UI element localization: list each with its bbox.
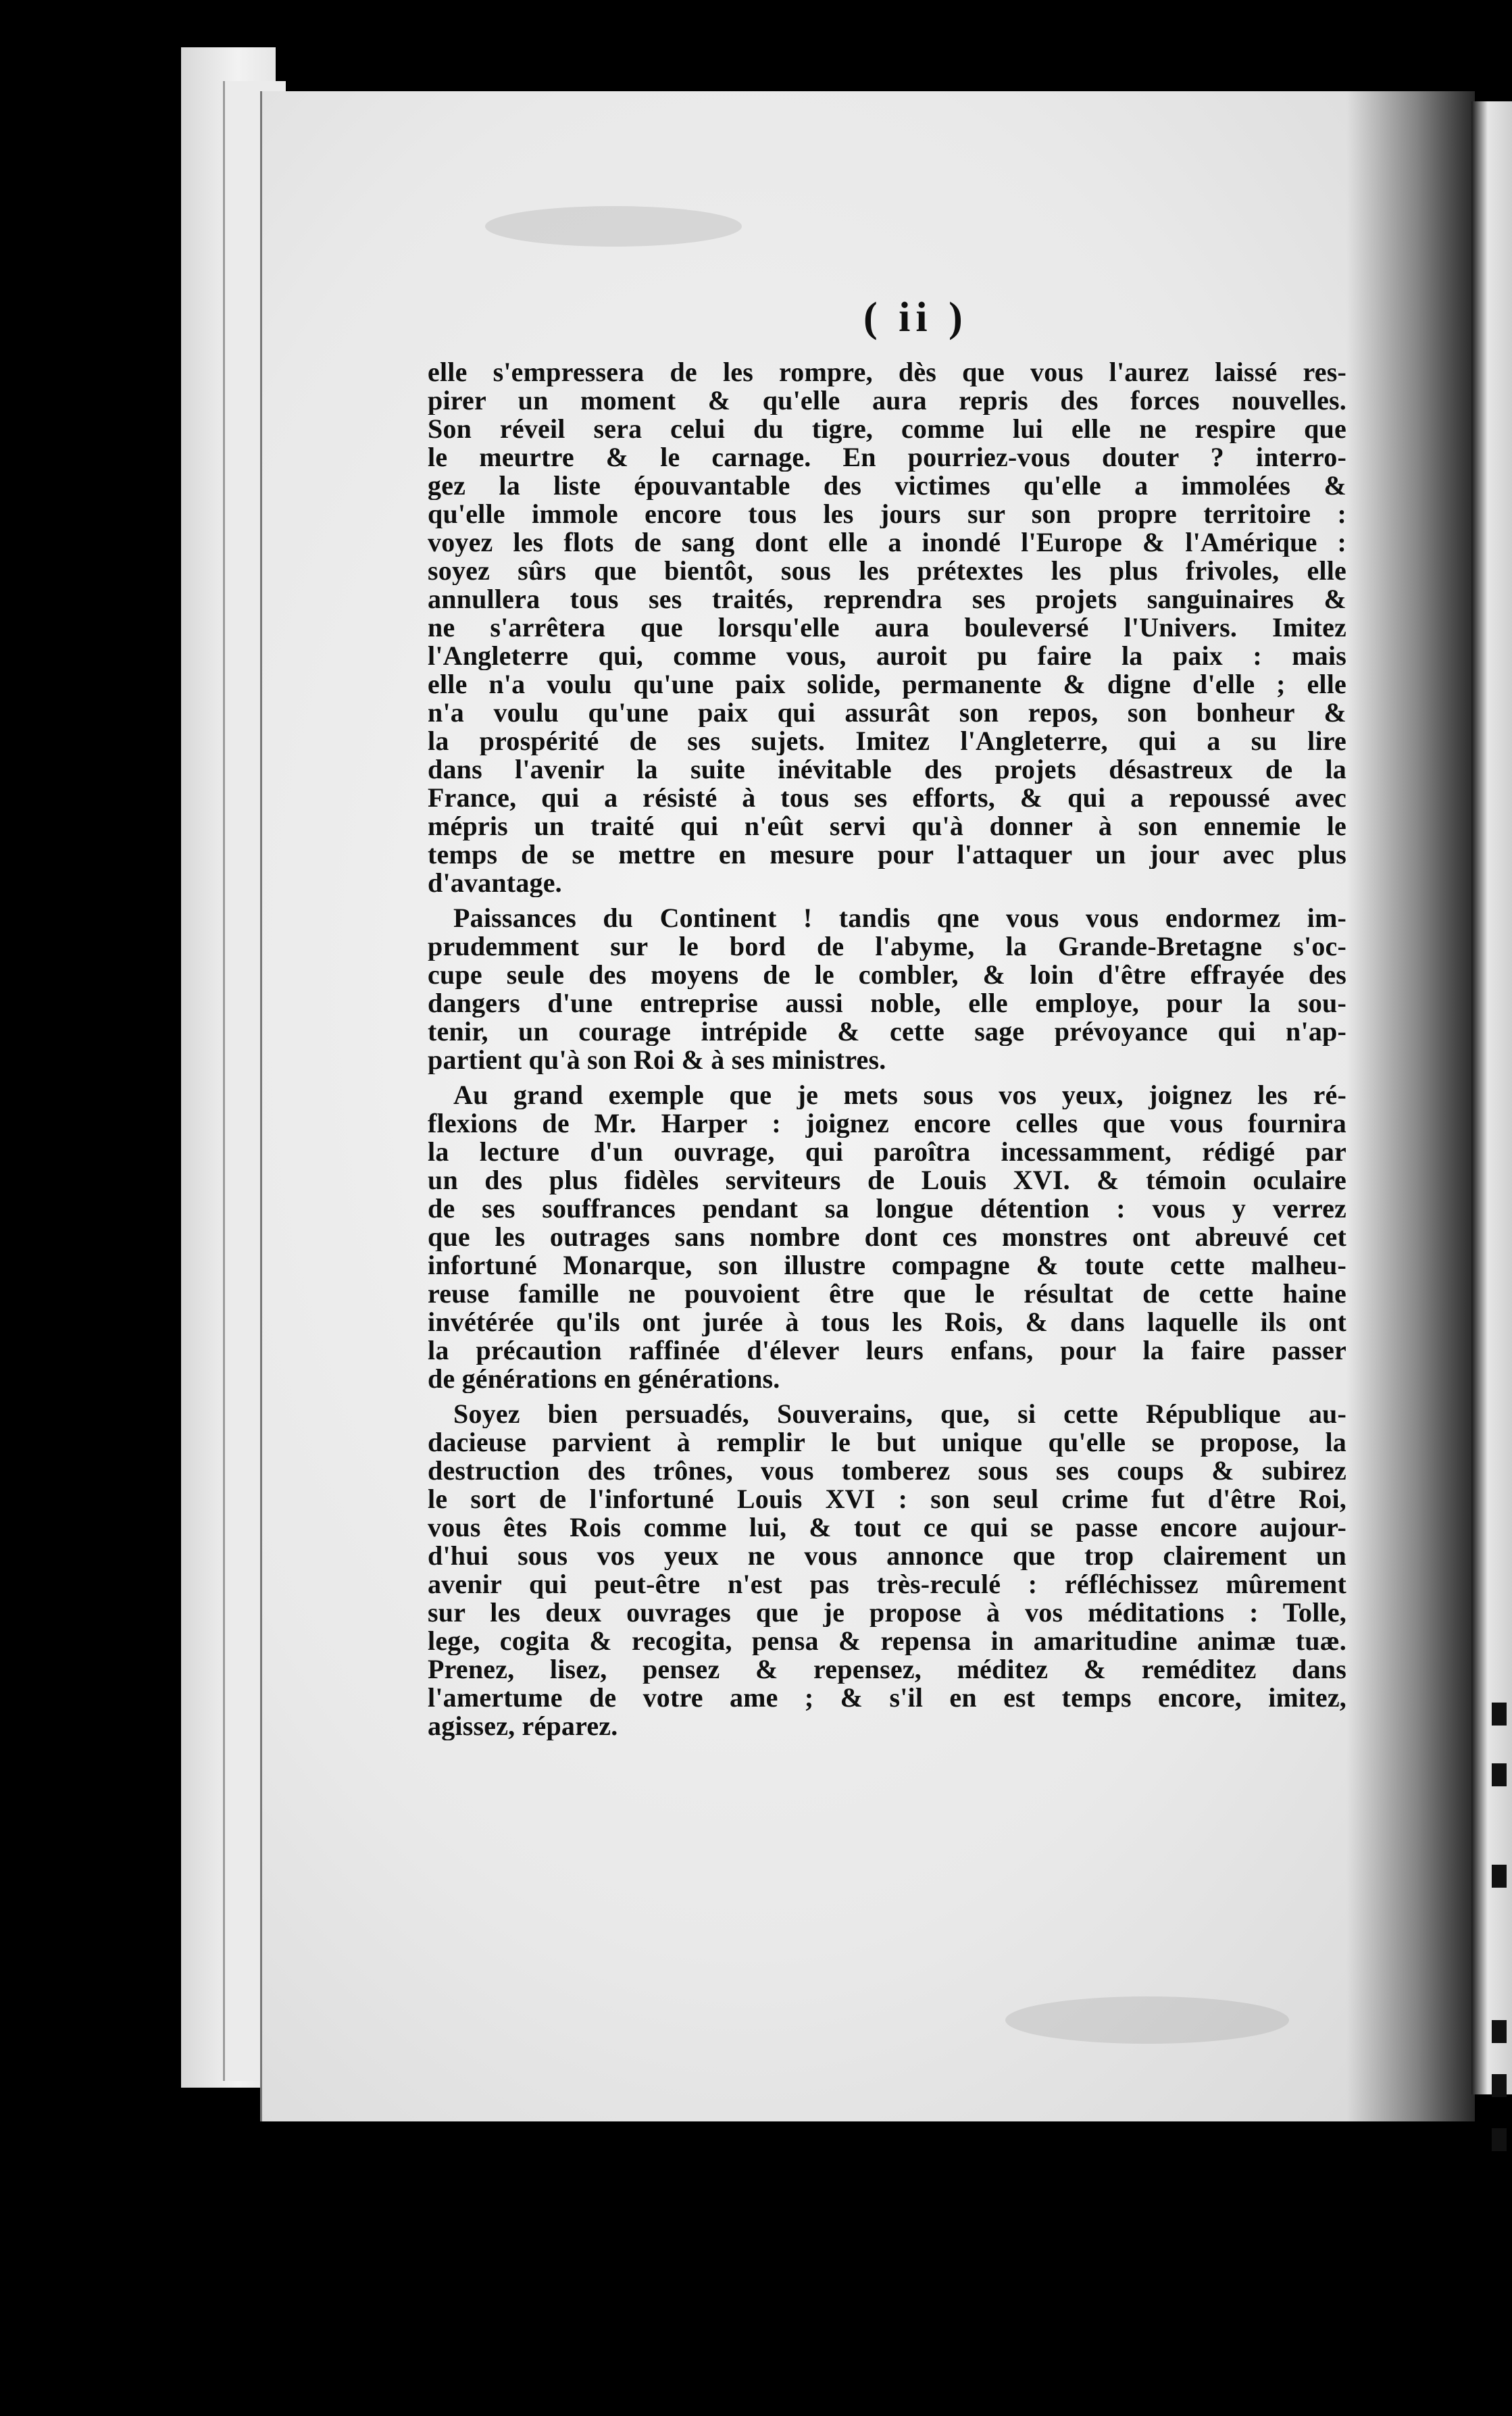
text-line: n'a voulu qu'une paix qui assurât son repos, son bonheur & xyxy=(428,699,1346,727)
text-line: mépris un traité qui n'eût servi qu'à donner à son ennemie le xyxy=(428,812,1346,840)
paragraph xyxy=(428,1081,1346,1393)
text-line: un des plus fidèles serviteurs de Louis XVI. & témoin oculaire xyxy=(428,1166,1346,1194)
paragraph xyxy=(428,1400,1346,1740)
text-line: prudemment sur le bord de l'abyme, la Grande-Bretagne s'oc- xyxy=(428,932,1346,961)
body-text xyxy=(428,358,1346,1740)
text-line: elle n'a voulu qu'une paix solide, permanente & digne d'elle ; elle xyxy=(428,670,1346,699)
paragraph-gap xyxy=(428,897,1346,904)
text-line: le meurtre & le carnage. En pourriez-vous douter ? interro- xyxy=(428,443,1346,472)
text-line: Prenez, lisez, pensez & repensez, méditez & reméditez dans xyxy=(428,1655,1346,1684)
text-line: de ses souffrances pendant sa longue détention : vous y verrez xyxy=(428,1194,1346,1223)
facing-page-mark xyxy=(1492,2074,1507,2097)
text-line: invétérée qu'ils ont jurée à tous les Rois, & dans laquelle ils ont xyxy=(428,1308,1346,1336)
document-page xyxy=(260,91,1475,2121)
text-line: temps de se mettre en mesure pour l'attaquer un jour avec plus xyxy=(428,840,1346,869)
page-gutter-shadow xyxy=(1346,91,1475,2121)
text-line: que les outrages sans nombre dont ces monstres ont abreuvé cet xyxy=(428,1223,1346,1251)
text-line: annullera tous ses traités, reprendra ses projets sanguinaires & xyxy=(428,585,1346,613)
text-line: destruction des trônes, vous tomberez sous ses coups & subirez xyxy=(428,1457,1346,1485)
text-line: d'avantage. xyxy=(428,869,562,897)
text-line: reuse famille ne pouvoient être que le résultat de cette haine xyxy=(428,1280,1346,1308)
text-line: le sort de l'infortuné Louis XVI : son seul crime fut d'être Roi, xyxy=(428,1485,1346,1513)
text-line: pirer un moment & qu'elle aura repris des forces nouvelles. xyxy=(428,386,1346,415)
paragraph-gap xyxy=(428,1393,1346,1400)
text-line: dans l'avenir la suite inévitable des projets désastreux de la xyxy=(428,755,1346,784)
text-line: Soyez bien persuadés, Souverains, que, si cette République au- xyxy=(453,1400,1346,1428)
text-line: la lecture d'un ouvrage, qui paroîtra incessamment, rédigé par xyxy=(428,1138,1346,1166)
text-line: gez la liste épouvantable des victimes qu'elle a immolées & xyxy=(428,472,1346,500)
text-line: elle s'empressera de les rompre, dès que vous l'aurez laissé res- xyxy=(428,358,1346,386)
text-line: voyez les flots de sang dont elle a inondé l'Europe & l'Amérique : xyxy=(428,528,1346,557)
text-line: tenir, un courage intrépide & cette sage prévoyance qui n'ap- xyxy=(428,1017,1346,1046)
text-line: lege, cogita & recogita, pensa & repensa in amaritudine animæ tuæ. xyxy=(428,1627,1346,1655)
paper-smudge xyxy=(1005,1996,1289,2044)
facing-page-mark xyxy=(1492,1865,1507,1888)
paragraph xyxy=(428,904,1346,1074)
text-line: d'hui sous vos yeux ne vous annonce que trop clairement un xyxy=(428,1542,1346,1570)
facing-page-mark xyxy=(1492,2128,1507,2151)
text-line: dacieuse parvient à remplir le but unique qu'elle se propose, la xyxy=(428,1428,1346,1457)
facing-page-mark xyxy=(1492,1763,1507,1786)
paragraph xyxy=(428,358,1346,897)
text-line: France, qui a résisté à tous ses efforts, & qui a repoussé avec xyxy=(428,784,1346,812)
text-line: de générations en générations. xyxy=(428,1365,780,1393)
page-number: ( ii ) xyxy=(863,295,968,341)
text-line: l'Angleterre qui, comme vous, auroit pu faire la paix : mais xyxy=(428,642,1346,670)
facing-page-edge xyxy=(1471,101,1512,2094)
text-line: partient qu'à son Roi & à ses ministres. xyxy=(428,1046,886,1074)
text-line: Paissances du Continent ! tandis qne vous vous endormez im- xyxy=(453,904,1346,932)
text-line: ne s'arrêtera que lorsqu'elle aura bouleversé l'Univers. Imitez xyxy=(428,613,1346,642)
text-line: qu'elle immole encore tous les jours sur son propre territoire : xyxy=(428,500,1346,528)
text-line: Au grand exemple que je mets sous vos yeux, joignez les ré- xyxy=(453,1081,1346,1109)
text-line: la prospérité de ses sujets. Imitez l'Angleterre, qui a su lire xyxy=(428,727,1346,755)
text-line: la précaution raffinée d'élever leurs enfans, pour la faire passer xyxy=(428,1336,1346,1365)
text-line: avenir qui peut-être n'est pas très-reculé : réfléchissez mûrement xyxy=(428,1570,1346,1599)
text-line: flexions de Mr. Harper : joignez encore celles que vous fournira xyxy=(428,1109,1346,1138)
text-line: infortuné Monarque, son illustre compagne & toute cette malheu- xyxy=(428,1251,1346,1280)
text-line: l'amertume de votre ame ; & s'il en est temps encore, imitez, xyxy=(428,1684,1346,1712)
text-line: Son réveil sera celui du tigre, comme lui elle ne respire que xyxy=(428,415,1346,443)
text-line: soyez sûrs que bientôt, sous les prétextes les plus frivoles, elle xyxy=(428,557,1346,585)
facing-page-mark xyxy=(1492,1703,1507,1726)
paper-smudge xyxy=(485,206,742,247)
text-line: agissez, réparez. xyxy=(428,1712,618,1740)
text-line: sur les deux ouvrages que je propose à vos méditations : Tolle, xyxy=(428,1599,1346,1627)
paragraph-gap xyxy=(428,1074,1346,1081)
facing-page-mark xyxy=(1492,2020,1507,2043)
text-line: dangers d'une entreprise aussi noble, elle employe, pour la sou- xyxy=(428,989,1346,1017)
text-line: vous êtes Rois comme lui, & tout ce qui se passe encore aujour- xyxy=(428,1513,1346,1542)
text-line: cupe seule des moyens de le combler, & loin d'être effrayée des xyxy=(428,961,1346,989)
